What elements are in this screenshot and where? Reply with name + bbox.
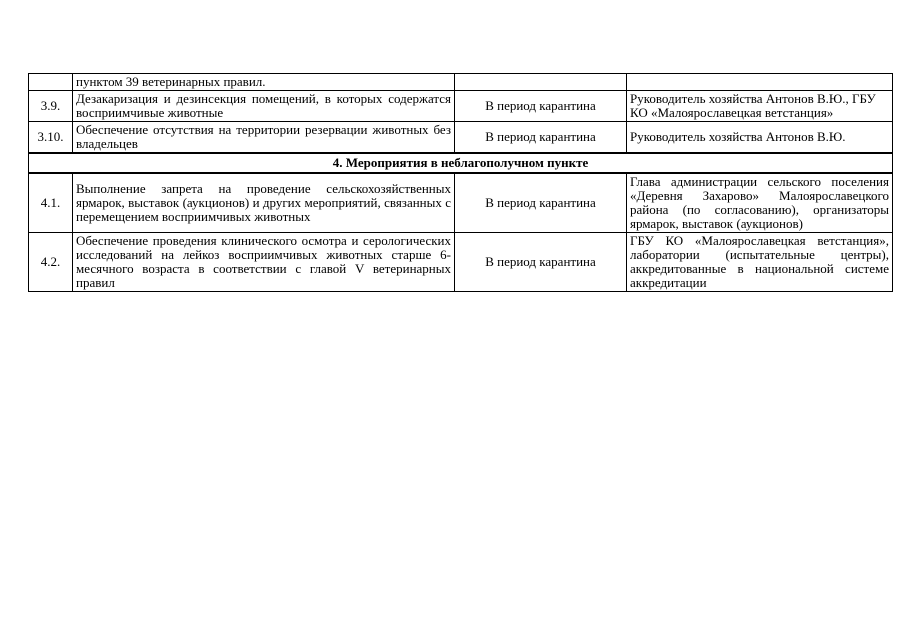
measure-period: В период карантина: [455, 173, 627, 233]
measures-table: [28, 73, 893, 292]
row-number: [29, 74, 73, 91]
measure-period: В период карантина: [455, 91, 627, 122]
measure-period: В период карантина: [455, 122, 627, 154]
measure-period: В период карантина: [455, 233, 627, 292]
measure-responsible: Глава администрации сельского поселения «Деревня Захарово» Малоярославецкого района (по согласованию), организаторы ярмарок, выставок (аукционов): [627, 173, 893, 233]
table-row-continuation: [29, 74, 893, 91]
row-number: 4.1.: [29, 173, 73, 233]
row-number: 4.2.: [29, 233, 73, 292]
row-number: 3.10.: [29, 122, 73, 154]
measure-description: Обеспечение отсутствия на территории резервации животных без владельцев: [73, 122, 455, 154]
measure-responsible: [627, 74, 893, 91]
measure-description: Обеспечение проведения клинического осмотра и серологических исследований на лейкоз восприимчивых животных старше 6-месячного возраста в соответствии с главой V ветеринарных правил: [73, 233, 455, 292]
section-title: 4. Мероприятия в неблагополучном пункте: [29, 153, 893, 173]
measure-responsible: ГБУ КО «Малоярославецкая ветстанция», лаборатории (испытательные центры), аккредитованные в национальной системе аккредитации: [627, 233, 893, 292]
table-row-3-10: [29, 122, 893, 154]
section-header-row: [29, 153, 893, 173]
measure-description: Выполнение запрета на проведение сельскохозяйственных ярмарок, выставок (аукционов) и других мероприятий, связанных с перемещением восприимчивых животных: [73, 173, 455, 233]
measure-description: Дезакаризация и дезинсекция помещений, в которых содержатся восприимчивые животные: [73, 91, 455, 122]
measure-responsible: Руководитель хозяйства Антонов В.Ю., ГБУ КО «Малоярославецкая ветстанция»: [627, 91, 893, 122]
measure-period: [455, 74, 627, 91]
row-number: 3.9.: [29, 91, 73, 122]
table-row-4-1: [29, 173, 893, 233]
measure-responsible: Руководитель хозяйства Антонов В.Ю.: [627, 122, 893, 154]
table-row-4-2: [29, 233, 893, 292]
measure-description: пунктом 39 ветеринарных правил.: [73, 74, 455, 91]
table-row-3-9: [29, 91, 893, 122]
